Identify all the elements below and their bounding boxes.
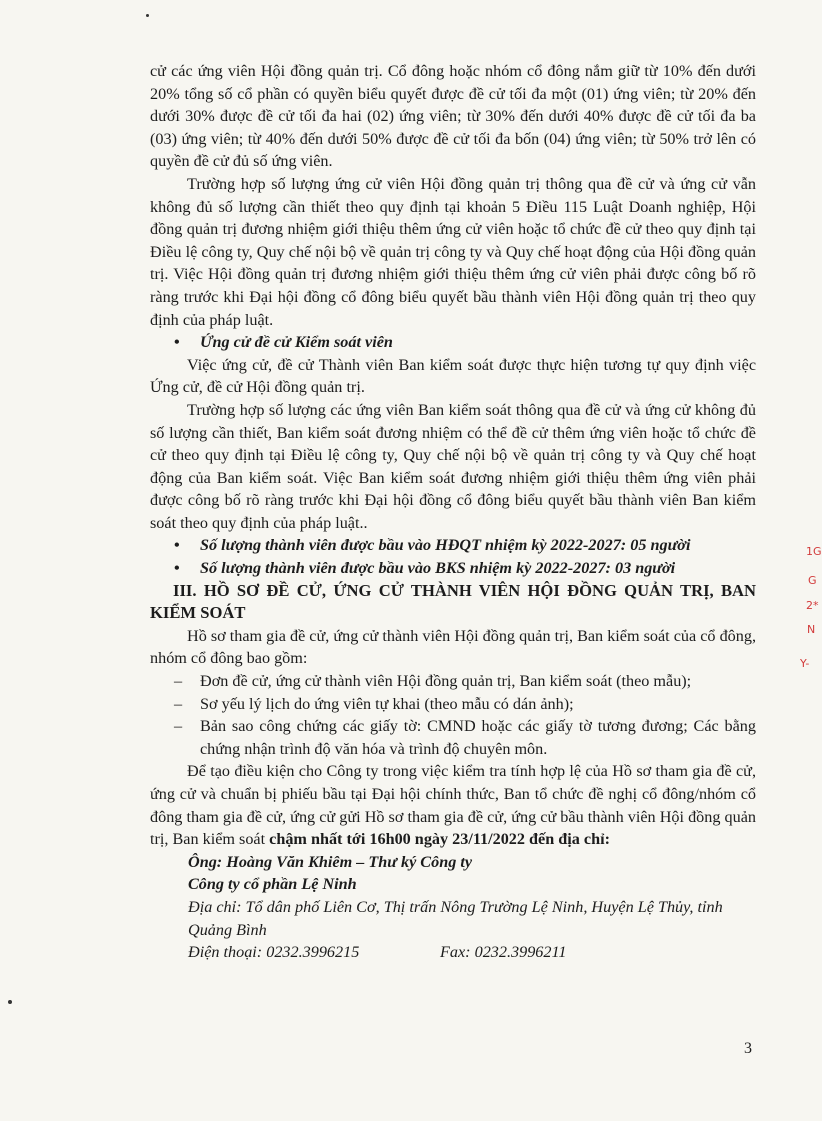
contact-block xyxy=(150,851,756,964)
scan-speck xyxy=(146,14,149,17)
section-heading-iii: III. HỒ SƠ ĐỀ CỬ, ỨNG CỬ THÀNH VIÊN HỘI ĐỒNG QUẢN TRỊ, BAN KIỂM SOÁT xyxy=(150,580,756,623)
margin-mark: N xyxy=(807,623,816,636)
list-item: – Bản sao công chứng các giấy tờ: CMND hoặc các giấy tờ tương đương; Các bằng chứng nhận trình độ văn hóa và trình độ chuyên môn. xyxy=(174,717,756,758)
margin-mark: G xyxy=(808,574,817,587)
scan-speck xyxy=(8,1000,12,1004)
document-body xyxy=(150,60,756,964)
list-item: – Đơn đề cử, ứng cử thành viên Hội đồng quản trị, Ban kiểm soát (theo mẫu); xyxy=(174,672,692,691)
bullet-board-count: • Số lượng thành viên được bầu vào HĐQT nhiệm kỳ 2022-2027: 05 người xyxy=(150,534,756,557)
bullet-icon: • xyxy=(174,333,180,352)
page-number: 3 xyxy=(744,1040,752,1057)
margin-mark: 2* xyxy=(806,599,819,612)
list-item: – Sơ yếu lý lịch do ứng viên tự khai (theo mẫu có dán ảnh); xyxy=(174,694,574,713)
paragraph-dossier-intro: Hồ sơ tham gia đề cử, ứng cử thành viên Hội đồng quản trị, Ban kiểm soát của cổ đông, nhóm cổ đông bao gồm: xyxy=(150,626,756,668)
deadline-text: chậm nhất tới 16h00 ngày 23/11/2022 đến địa chỉ: xyxy=(269,830,610,849)
paragraph-nomination-quota: cử các ứng viên Hội đồng quản trị. Cổ đông hoặc nhóm cổ đông nắm giữ từ 10% đến dưới 20% tổng số cổ phần có quyền biểu quyết được đề cử tối đa một (01) ứng viên; từ 20% đến dưới 30% được đề cử tối đa hai (02) ứng viên; từ 30% đến dưới 40% được đề cử tối đa ba (03) ứng viên; từ 40% đến dưới 50% được đề cử tối đa bốn (04) ứng viên; từ 50% trở lên có quyền đề cử đủ số ứng viên. xyxy=(150,62,756,171)
paragraph-board-shortfall: Trường hợp số lượng ứng cử viên Hội đồng quản trị thông qua đề cử và ứng cử vẫn không đủ số lượng cần thiết theo quy định tại khoản 5 Điều 115 Luật Doanh nghiệp, Hội đồng quản trị đương nhiệm giới thiệu thêm ứng cử viên hoặc tổ chức đề cử theo quy định tại Điều lệ công ty, Quy chế nội bộ về quản trị công ty và Quy chế hoạt động của Hội đồng quản trị. Việc Hội đồng quản trị đương nhiệm giới thiệu thêm ứng cử viên phải được công bố rõ ràng trước khi Đại hội đồng cổ đông biểu quyết bầu thành viên Hội đồng quản trị theo quy định của pháp luật. xyxy=(150,174,756,329)
margin-mark: Y- xyxy=(800,657,810,670)
bullet-supervisory-count: • Số lượng thành viên được bầu vào BKS nhiệm kỳ 2022-2027: 03 người xyxy=(150,557,756,580)
paragraph-supervisory-shortfall: Trường hợp số lượng các ứng viên Ban kiểm soát thông qua đề cử và ứng cử không đủ số lượng cần thiết, Ban kiểm soát đương nhiệm có thể đề cử thêm ứng viên hoặc tổ chức đề cử theo quy định tại Điều lệ công ty, Quy chế nội bộ về quản trị công ty và Quy chế hoạt động của Ban kiểm soát. Việc Ban kiểm soát đương nhiệm giới thiệu thêm ứng viên phải được công bố rõ ràng trước khi Đại hội đồng cổ đông biểu quyết bầu thành viên Ban kiểm soát theo quy định của pháp luật.. xyxy=(150,400,756,532)
paragraph-submission-deadline: Để tạo điều kiện cho Công ty trong việc kiểm tra tính hợp lệ của Hồ sơ tham gia đề cử, ứng cử và chuẩn bị phiếu bầu tại Đại hội chính thức, Ban tổ chức đề nghị cổ đông/nhóm cổ đông tham gia đề cử, ứng cử gửi Hồ sơ tham gia đề cử, ứng cử bầu thành viên Hội đồng quản trị, Ban kiểm soát chậm nhất tới 16h00 ngày 23/11/2022 đến địa chỉ: xyxy=(150,762,756,849)
contact-name: Ông: Hoàng Văn Khiêm – Thư ký Công ty xyxy=(188,852,473,871)
bullet-icon: • xyxy=(174,536,180,555)
bullet-supervisory-nomination: • Ứng cử đề cử Kiểm soát viên xyxy=(150,331,756,354)
bullet-icon: • xyxy=(174,559,180,578)
margin-mark: 1G xyxy=(806,545,822,558)
contact-company: Công ty cổ phần Lệ Ninh xyxy=(188,875,357,894)
paragraph-supervisory-procedure: Việc ứng cử, đề cử Thành viên Ban kiểm soát được thực hiện tương tự quy định việc Ứng cử, đề cử Hội đồng quản trị. xyxy=(150,355,756,397)
contact-address: Địa chỉ: Tổ dân phố Liên Cơ, Thị trấn Nông Trường Lệ Ninh, Huyện Lệ Thủy, tỉnh Quảng Bình xyxy=(188,897,723,939)
contact-fax: Fax: 0232.3996211 xyxy=(440,943,567,962)
contact-phone: Điện thoại: 0232.3996215 xyxy=(188,943,360,962)
